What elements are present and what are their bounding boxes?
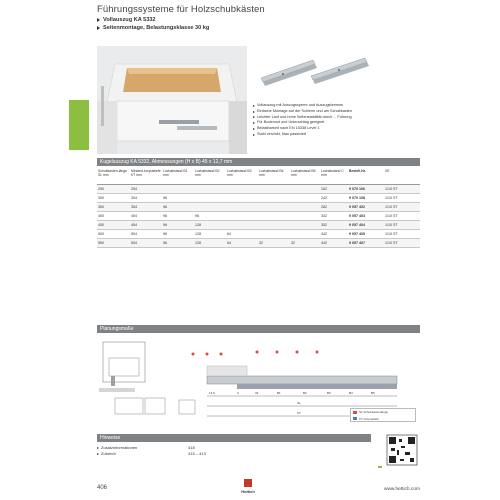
col-header: Lochabstand B3 mm (226, 168, 258, 184)
feature-item: Für Bodennut und Unterschlag geeignet (253, 120, 433, 126)
notes-list (97, 445, 371, 457)
table-cell (226, 211, 258, 220)
col-header: VE (384, 168, 420, 184)
table-cell: 1/10 ST (384, 211, 420, 220)
product-name: Vollauszug KA 5332 (103, 17, 156, 23)
table-cell: 64 (226, 229, 258, 238)
table-cell: 454 (130, 220, 162, 229)
table-heading: Kugelauszug KA 5332, Abmessungen (H x B) 45 x 12,7 mm (97, 158, 420, 166)
table-cell: 128 (194, 229, 226, 238)
table-cell: 32 (290, 238, 320, 247)
table-cell (194, 193, 226, 202)
table-cell: 96 (162, 202, 194, 211)
product-line (97, 17, 437, 23)
table-row (97, 202, 420, 211)
table-cell: 9 057 402 (348, 202, 384, 211)
rail-photo (253, 48, 373, 96)
col-header: Lochabstand B1 mm (162, 168, 194, 184)
note-label: Zusatzinformationen (101, 445, 138, 450)
table-cell: 9 057 403 (348, 211, 384, 220)
table-cell: 1/10 ST (384, 202, 420, 211)
notes-heading: Hinweise (97, 434, 371, 442)
planning-heading: Planungsmaße (97, 325, 420, 333)
table-row (97, 184, 420, 193)
table-cell: 404 (130, 211, 162, 220)
table-cell: 400 (97, 211, 130, 220)
col-header: Lochabstand B5 mm (290, 168, 320, 184)
drawer-illustration (97, 46, 247, 154)
feature-item: Belastbarkeit nach EN 15338 Level 1 (253, 126, 433, 132)
table-cell: 128 (194, 220, 226, 229)
legend-item: KT Korpustiefe (351, 416, 415, 423)
table-cell: 128 (194, 238, 226, 247)
table-cell: 500 (97, 229, 130, 238)
table-cell: 1/10 ST (384, 193, 420, 202)
table-cell (290, 220, 320, 229)
col-header: Bestell-Nr. (348, 168, 384, 184)
note-item (97, 451, 371, 457)
table-cell: 96 (162, 193, 194, 202)
bullet-triangle-icon (253, 122, 255, 124)
dim-label: B3 (327, 391, 331, 395)
note-label: Zubehör (101, 451, 116, 456)
dim-label: 32 (255, 391, 259, 395)
table-cell (226, 202, 258, 211)
spec-table (97, 168, 420, 248)
table-cell (162, 184, 194, 193)
table-cell (194, 202, 226, 211)
table-cell: 96 (162, 229, 194, 238)
page-header (97, 4, 437, 31)
table-cell: 442 (320, 238, 348, 247)
table-cell: 9 070 108 (348, 193, 384, 202)
dim-label: B5 (371, 391, 375, 395)
table-row (97, 193, 420, 202)
legend-swatch (353, 417, 357, 420)
section-tab-marker (69, 100, 89, 150)
table-cell: 300 (97, 193, 130, 202)
table-cell (258, 220, 290, 229)
page-number: 406 (97, 485, 108, 491)
table-cell (194, 184, 226, 193)
table-cell: 64 (226, 238, 258, 247)
table-cell: 354 (130, 202, 162, 211)
hettich-logo-icon (236, 479, 260, 495)
dim-label: C (237, 391, 240, 395)
table-header-row (97, 168, 420, 184)
table-cell: 1/10 ST (384, 184, 420, 193)
table-cell: 9 057 407 (348, 238, 384, 247)
cabinet-section-drawing (99, 342, 195, 414)
col-header: Schubkasten-länge SL mm (97, 168, 130, 184)
bullet-triangle-icon (97, 453, 99, 455)
legend-swatch (353, 411, 357, 414)
screw-icons (192, 351, 319, 356)
table-cell: 9 057 404 (348, 220, 384, 229)
feature-item: Stahl verzinkt, blau passiviert (253, 132, 433, 138)
table-cell: 9 070 106 (348, 184, 384, 193)
col-header: Mindest-korpustiefe KT mm (130, 168, 162, 184)
table-cell (290, 193, 320, 202)
dim-label: KT (297, 411, 301, 415)
table-row (97, 211, 420, 220)
col-header: Lochabstand B4 mm (258, 168, 290, 184)
table-body (97, 184, 420, 247)
dim-label: 14,5 (209, 391, 215, 395)
table-cell: 96 (162, 211, 194, 220)
table-cell (258, 211, 290, 220)
table-cell: 32 (258, 238, 290, 247)
table-cell: 96 (194, 211, 226, 220)
table-cell: 342 (320, 211, 348, 220)
table-cell: 9 057 405 (348, 229, 384, 238)
table-cell: 554 (130, 238, 162, 247)
table-cell: 96 (162, 220, 194, 229)
bullet-triangle-icon (97, 18, 100, 22)
bullet-triangle-icon (253, 105, 255, 107)
note-page-ref[interactable]: 415 – 413 (188, 451, 206, 456)
table-cell: 304 (130, 193, 162, 202)
table-row (97, 229, 420, 238)
table-cell: 442 (320, 229, 348, 238)
bullet-triangle-icon (253, 111, 255, 113)
table-cell: 282 (320, 202, 348, 211)
dim-label: B2 (303, 391, 307, 395)
table-cell (258, 202, 290, 211)
product-spec-line (97, 25, 437, 31)
table-cell: 254 (130, 184, 162, 193)
dim-label: B1 (277, 391, 281, 395)
svg-text:Hettich: Hettich (241, 489, 255, 494)
bullet-triangle-icon (97, 447, 99, 449)
table-cell (226, 193, 258, 202)
product-spec: Seitenmontage, Belastungsklasse 30 kg (103, 25, 210, 31)
planning-legend (350, 408, 416, 422)
qr-code[interactable] (377, 434, 421, 470)
table-cell (258, 229, 290, 238)
table-cell: 250 (97, 184, 130, 193)
table-cell: 162 (320, 184, 348, 193)
table-cell: 1/10 ST (384, 229, 420, 238)
table-cell: 352 (320, 220, 348, 229)
table-cell: 350 (97, 202, 130, 211)
table-cell: 550 (97, 238, 130, 247)
qr-code-icon (377, 434, 421, 470)
feature-item: Einfache Montage auf der Schiene und am Schubkasten (253, 109, 433, 115)
table-row (97, 220, 420, 229)
page-title: Führungssysteme für Holzschubkästen (97, 4, 265, 15)
ball-bearing-rail-illustration (253, 48, 373, 96)
dim-label: SL (297, 401, 301, 405)
table-cell: 450 (97, 220, 130, 229)
feature-list (253, 103, 433, 138)
bullet-triangle-icon (253, 134, 255, 136)
col-header: Lochabstand C mm (320, 168, 348, 184)
feature-item: Vollauszug mit Auszugssperre und Auszugsbremse (253, 103, 433, 109)
table-cell: 96 (162, 238, 194, 247)
dim-label: B4 (349, 391, 353, 395)
table-cell: 242 (320, 193, 348, 202)
table-cell (290, 202, 320, 211)
website-link[interactable]: www.hettich.com (384, 487, 420, 492)
table-cell: 1/10 ST (384, 238, 420, 247)
table-cell: 1/10 ST (384, 220, 420, 229)
bullet-triangle-icon (97, 26, 100, 30)
table-cell: 504 (130, 229, 162, 238)
table-cell (290, 229, 320, 238)
table-cell (226, 220, 258, 229)
table-row (97, 238, 420, 247)
note-page-ref[interactable]: 418 (188, 445, 195, 450)
brand-logo (236, 479, 260, 495)
table-cell (290, 211, 320, 220)
table-cell (258, 184, 290, 193)
bullet-triangle-icon (253, 116, 255, 118)
legend-item: SL Schubkastenlänge (351, 409, 415, 416)
feature-item: Leichter Lauf und hohe Seitenstabilität durch ... Führung (253, 115, 433, 121)
table-cell (226, 184, 258, 193)
drawer-photo (97, 46, 247, 154)
table-cell (258, 193, 290, 202)
table-cell (290, 184, 320, 193)
col-header: Lochabstand B2 mm (194, 168, 226, 184)
bullet-triangle-icon (253, 128, 255, 130)
